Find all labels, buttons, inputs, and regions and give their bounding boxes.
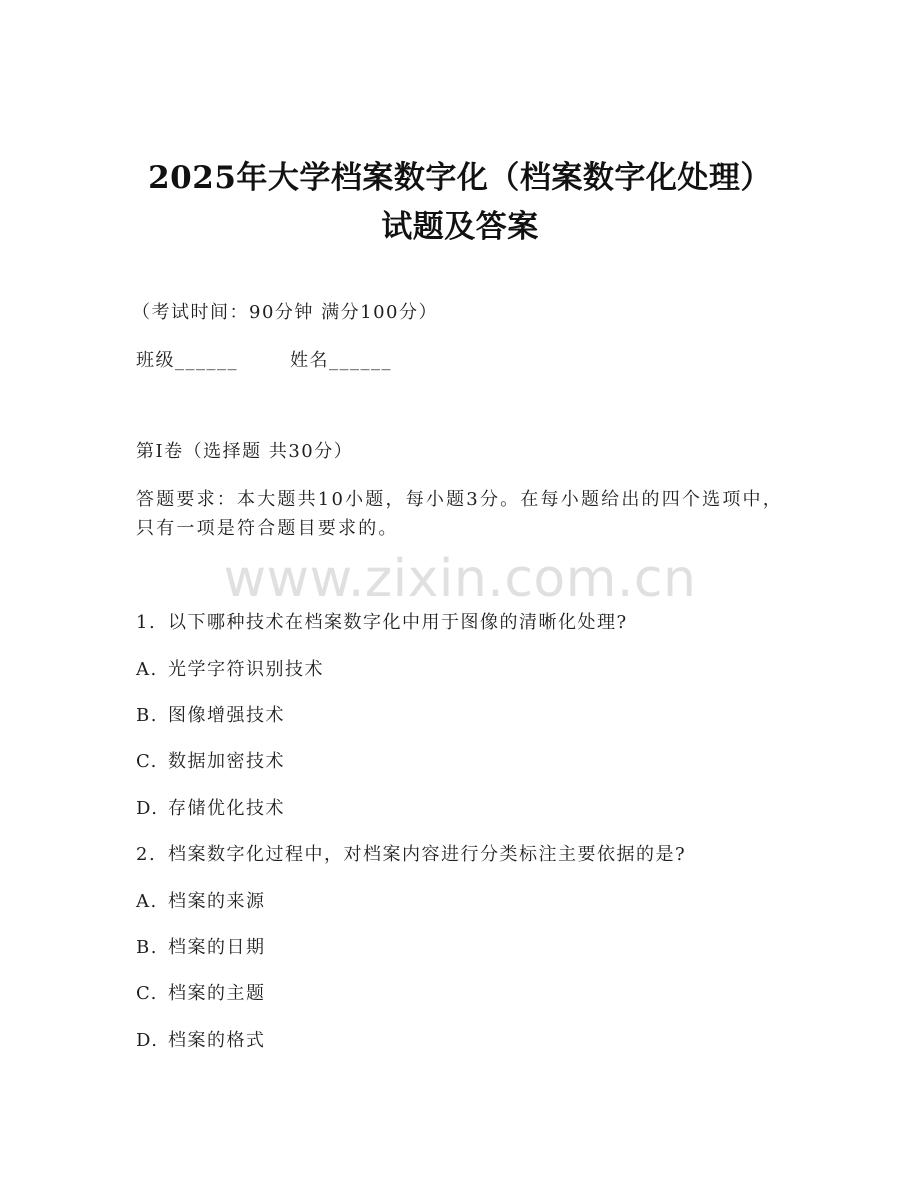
document-subtitle: 试题及答案 [381,209,539,245]
question-1-option-c [136,748,285,776]
question-1-option-b [136,702,285,730]
option-letter: D. [136,798,159,819]
option-letter: D. [136,1030,159,1051]
question-text: 以下哪种技术在档案数字化中用于图像的清晰化处理? [168,612,628,633]
watermark: www.zixin.com.cn [223,549,697,609]
document-title: 2025年大学档案数字化（档案数字化处理） [148,160,772,196]
question-1 [136,609,628,637]
question-number: 2. [136,844,157,865]
option-text: 数据加密技术 [168,751,285,772]
option-text: 档案的日期 [168,937,266,958]
option-letter: A. [136,891,158,912]
question-2-option-d [136,1027,266,1055]
option-text: 档案的格式 [168,1030,266,1051]
question-2-option-a [136,888,266,916]
section-heading: 第I卷（选择题 共30分） [136,441,354,462]
option-text: 光学字符识别技术 [168,659,324,680]
option-letter: B. [136,705,158,726]
option-text: 档案的来源 [168,891,266,912]
question-2 [136,841,686,869]
name-field: 姓名______ [290,350,392,371]
option-letter: A. [136,659,158,680]
option-text: 存储优化技术 [168,798,285,819]
exam-info: （考试时间：90分钟 满分100分） [132,302,438,323]
option-letter: C. [136,983,158,1004]
option-letter: B. [136,937,158,958]
question-2-option-c [136,980,266,1008]
class-field: 班级______ [136,350,238,371]
question-2-option-b [136,934,266,962]
question-1-option-a [136,656,324,684]
instructions: 答题要求：本大题共10小题，每小题3分。在每小题给出的四个选项中，只有一项是符合题目要求的。 [136,489,783,539]
option-letter: C. [136,751,158,772]
question-1-option-d [136,795,285,823]
option-text: 档案的主题 [168,983,266,1004]
question-number: 1. [136,612,157,633]
question-text: 档案数字化过程中，对档案内容进行分类标注主要依据的是? [168,844,687,865]
option-text: 图像增强技术 [168,705,285,726]
student-info-row [136,347,392,375]
